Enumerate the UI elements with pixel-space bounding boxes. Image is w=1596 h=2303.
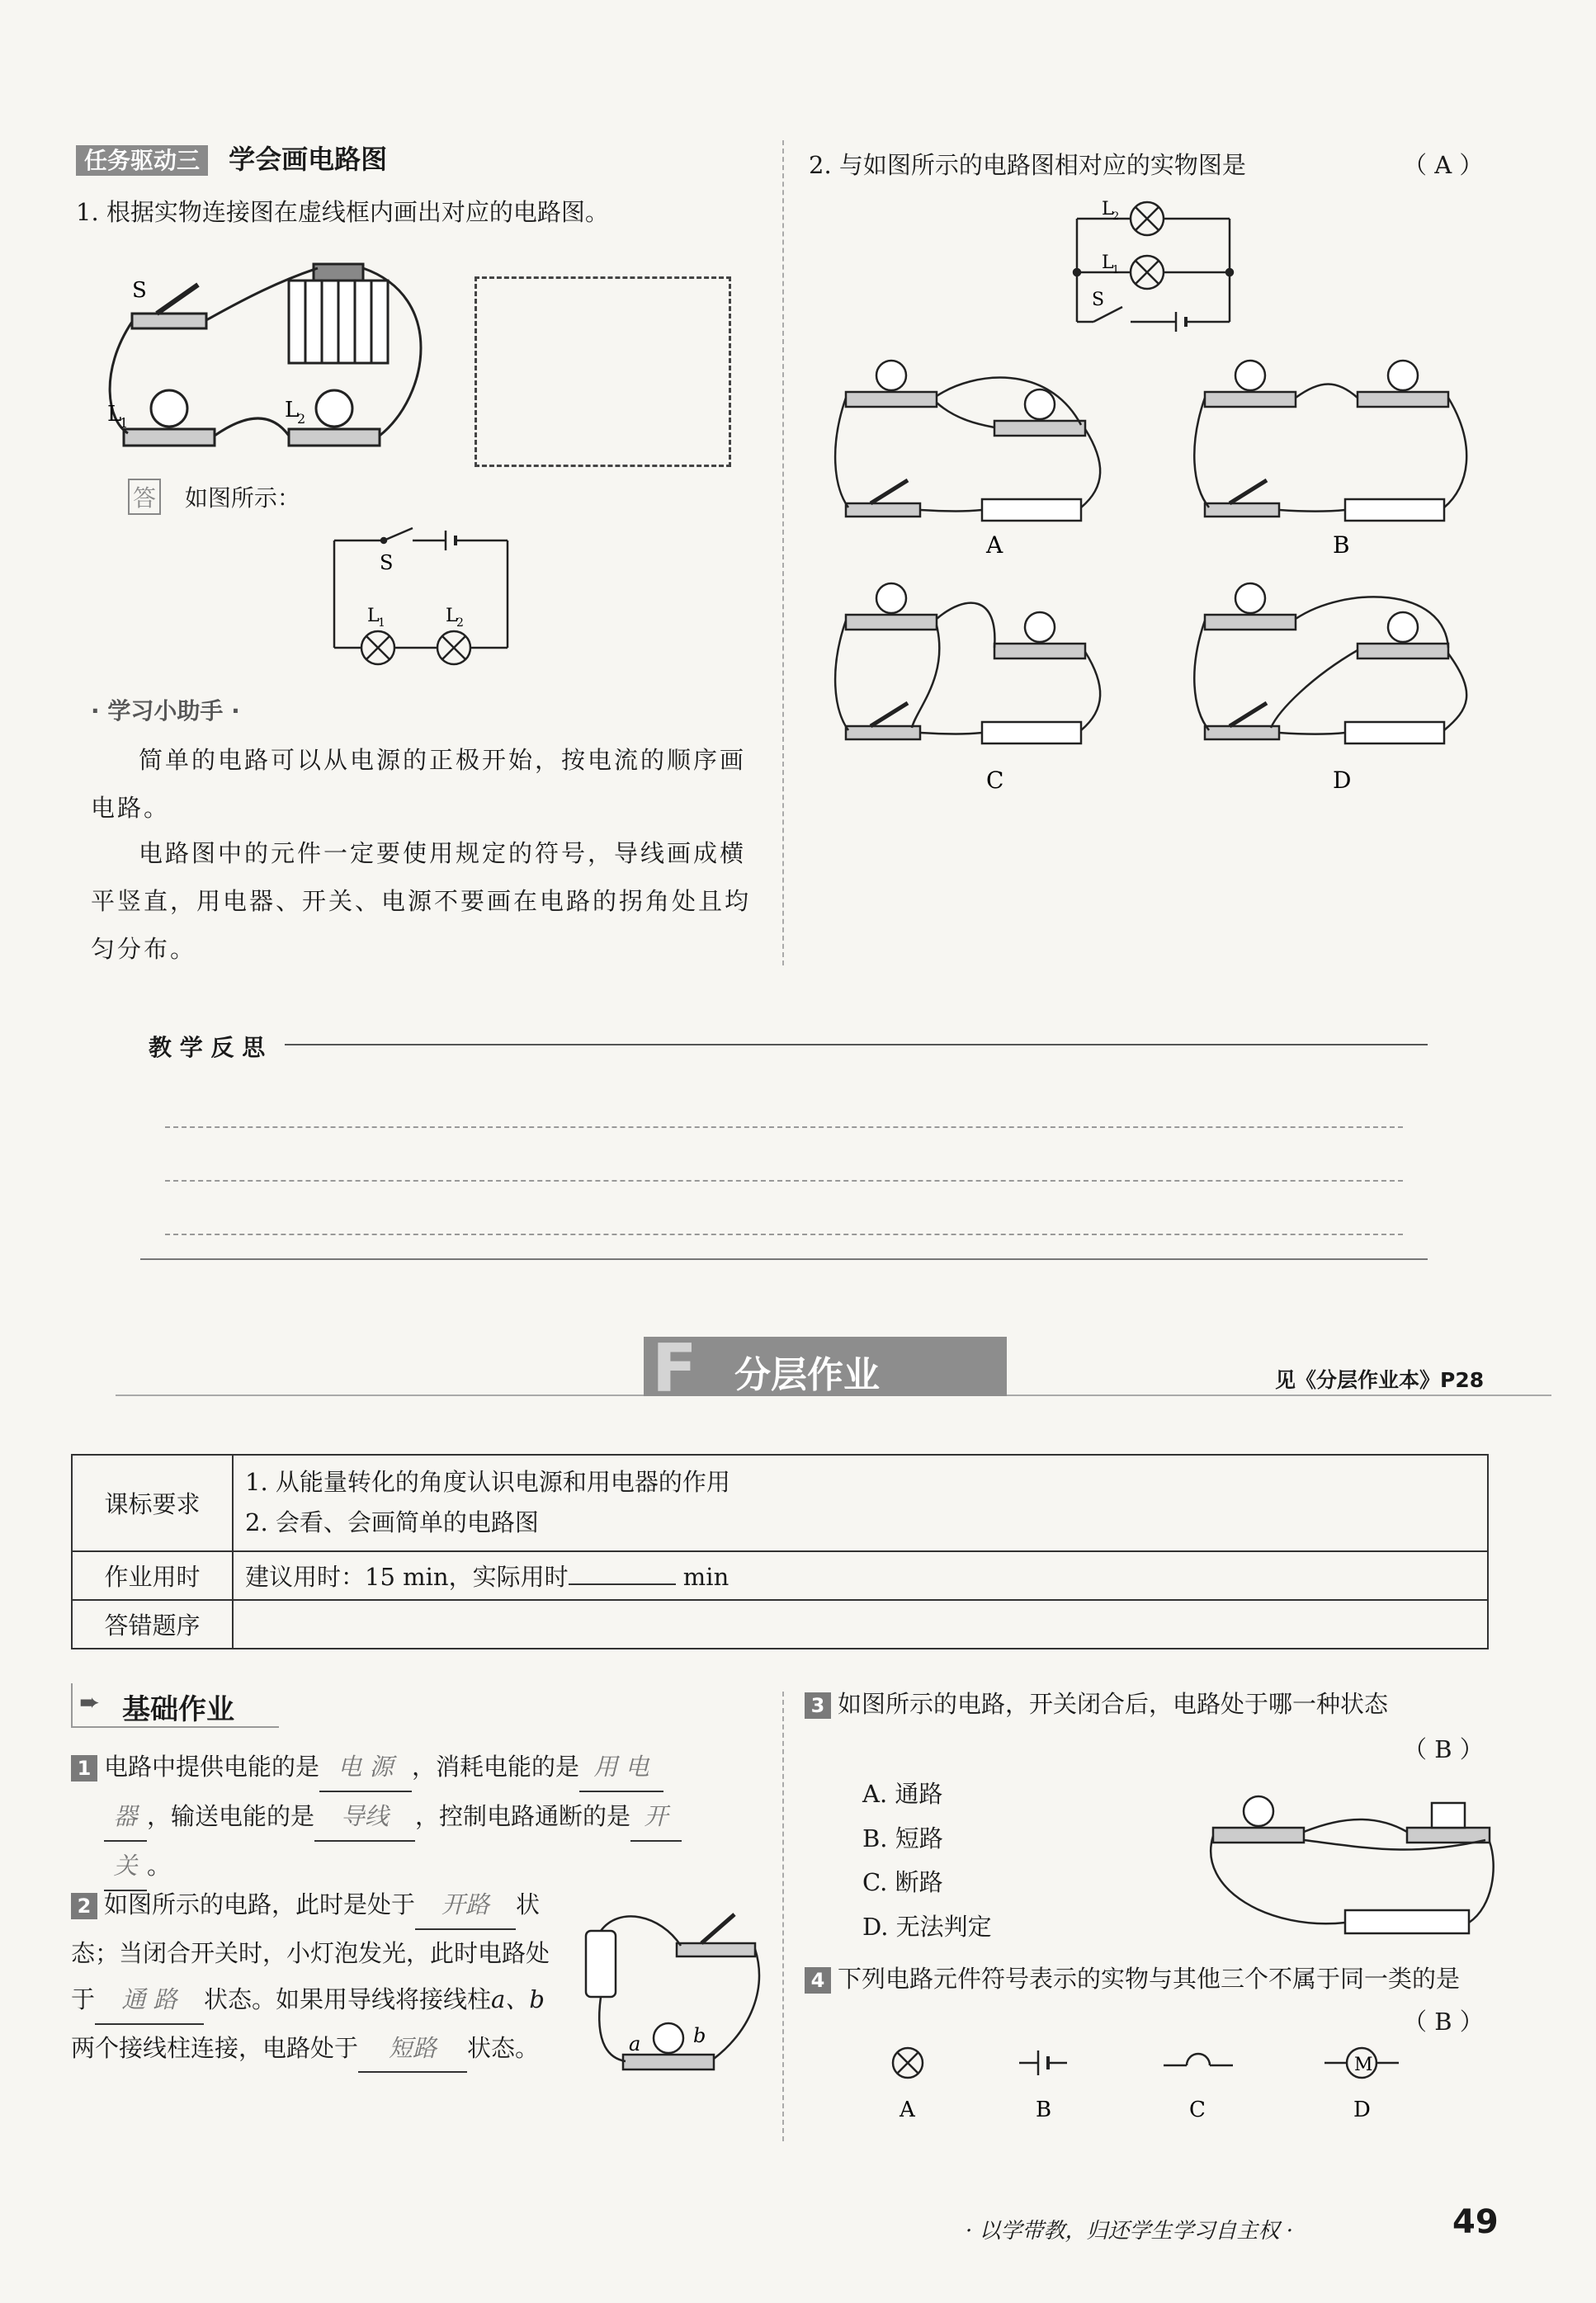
svg-text:S: S — [1092, 290, 1105, 310]
svg-text:1: 1 — [1112, 264, 1120, 276]
basic-title: 基础作业 — [122, 1693, 234, 1726]
reflection-label: 教 学 反 思 — [149, 1034, 266, 1061]
svg-text:L: L — [367, 606, 380, 626]
basic-q4-text: 4 下列电路元件符号表示的实物与其他三个不属于同一类的是 — [805, 1956, 1490, 2003]
q3-option-b: B. 短路 — [862, 1824, 943, 1852]
arrow-icon: ➨ — [79, 1688, 101, 1717]
svg-text:1: 1 — [378, 616, 385, 630]
q1-label-l1: L — [107, 402, 122, 427]
layered-banner-title: 分层作业 — [734, 1354, 880, 1396]
q4-option-b: B — [1036, 2098, 1052, 2122]
requirements-table: 课标要求 1. 从能量转化的角度认识电源和用电器的作用 2. 会看、会画简单的电路图 作业用时 建议用时：15 min，实际用时 min 答错题序 — [71, 1454, 1489, 1649]
q1-physical-circuit — [99, 248, 446, 470]
svg-text:2: 2 — [456, 616, 464, 630]
svg-text:L: L — [1102, 199, 1114, 219]
q2-option-b: B — [1333, 531, 1350, 559]
reflection-line-1 — [165, 1126, 1403, 1128]
q4-option-a: A — [900, 2098, 915, 2122]
page-number: 49 — [1452, 2203, 1499, 2241]
svg-text:S: S — [380, 551, 394, 574]
actual-time-field[interactable] — [569, 1583, 676, 1585]
q3-option-c: C. 断路 — [862, 1868, 943, 1897]
q1-label-l2: L — [285, 398, 300, 422]
q3-option-d: D. 无法判定 — [862, 1912, 992, 1941]
q4-option-d: D — [1353, 2098, 1371, 2122]
q2-answer: （ A ） — [1403, 151, 1484, 179]
helper-paragraph-2: 电路图中的元件一定要使用规定的符号，导线画成横平竖直，用电器、开关、电源不要画在电路的拐角处且均匀分布。 — [91, 839, 752, 963]
req-label-wrong: 答错题序 — [72, 1600, 233, 1649]
basic-q2-figure — [569, 1890, 767, 2079]
q2-circuit-diagram — [1069, 198, 1250, 334]
svg-text:M: M — [1354, 2055, 1373, 2075]
svg-text:2: 2 — [297, 411, 306, 427]
wrong-questions-field[interactable] — [233, 1600, 1488, 1649]
req-label-standards: 课标要求 — [72, 1455, 233, 1551]
svg-text:L: L — [446, 606, 458, 626]
svg-text:a: a — [629, 2032, 641, 2055]
reflection-line-2 — [165, 1180, 1403, 1182]
basic-q3-text: 3 如图所示的电路，开关闭合后，电路处于哪一种状态 — [805, 1683, 1388, 1725]
column-divider-top — [782, 140, 784, 965]
basic-q4-answer: （ B ） — [1403, 2008, 1484, 2036]
q1-answer-diagram — [322, 524, 520, 672]
q3-option-a: A. 通路 — [862, 1780, 943, 1808]
q1-label-s: S — [132, 278, 147, 303]
svg-text:L: L — [1102, 252, 1114, 273]
q4-option-c: C — [1189, 2098, 1206, 2122]
basic-q3-answer: （ B ） — [1403, 1735, 1484, 1763]
task-tag: 任务驱动三 — [76, 145, 208, 176]
footer-motto: · 以学带教，归还学生学习自主权 · — [966, 2219, 1294, 2244]
req-item-1: 1. 从能量转化的角度认识电源和用电器的作用 — [245, 1468, 730, 1496]
answer-tag: 答 — [128, 479, 161, 515]
column-divider-bottom — [782, 1692, 784, 2141]
q1-text: 1. 根据实物连接图在虚线框内画出对应的电路图。 — [76, 198, 609, 226]
basic-q3-options — [862, 1772, 992, 1950]
helper-paragraph-1: 简单的电路可以从电源的正极开始，按电流的顺序画电路。 — [91, 746, 747, 822]
svg-text:b: b — [693, 2024, 706, 2047]
q2-option-d: D — [1333, 767, 1352, 794]
q2-option-c: C — [986, 767, 1004, 794]
helper-title: · 学习小助手 · — [91, 697, 240, 724]
q1-answer: 答 如图所示： — [128, 479, 300, 515]
basic-q1: 1 电路中提供电能的是 电 源 ，消耗电能的是 用 电 器 ，输送电能的是 导线 ，控制电路通断的是 开 关 。 — [71, 1743, 764, 1891]
reflection-top-line — [285, 1044, 1428, 1045]
q2-text: 2. 与如图所示的电路图相对应的实物图是 — [809, 151, 1246, 179]
basic-q2: 2 如图所示的电路，此时是处于 开路 状态；当闭合开关时，小灯泡发光，此时电路处于 通 路 状态。如果用导线将接线柱a、b两个接线柱连接，电路处于 短路 状态。 — [71, 1881, 566, 2073]
svg-text:2: 2 — [1112, 210, 1120, 223]
reflection-line-3 — [165, 1234, 1403, 1235]
reflection-bottom-line — [140, 1258, 1428, 1260]
task-title: 学会画电路图 — [229, 144, 388, 175]
q1-drawing-box — [475, 276, 731, 467]
basic-q4-symbols — [875, 2042, 1469, 2133]
q2-option-a: A — [986, 531, 1003, 559]
task-header — [76, 139, 387, 177]
basic-title-box — [71, 1683, 279, 1728]
req-label-time: 作业用时 — [72, 1551, 233, 1600]
layered-see-link[interactable]: 见《分层作业本》P28 — [1275, 1368, 1485, 1392]
svg-text:1: 1 — [120, 415, 129, 431]
req-item-2: 2. 会看、会画简单的电路图 — [245, 1508, 539, 1537]
q2-option-figures — [833, 347, 1560, 809]
layered-banner: F 分层作业 — [644, 1337, 1007, 1396]
basic-q3-figure — [1205, 1766, 1502, 1947]
